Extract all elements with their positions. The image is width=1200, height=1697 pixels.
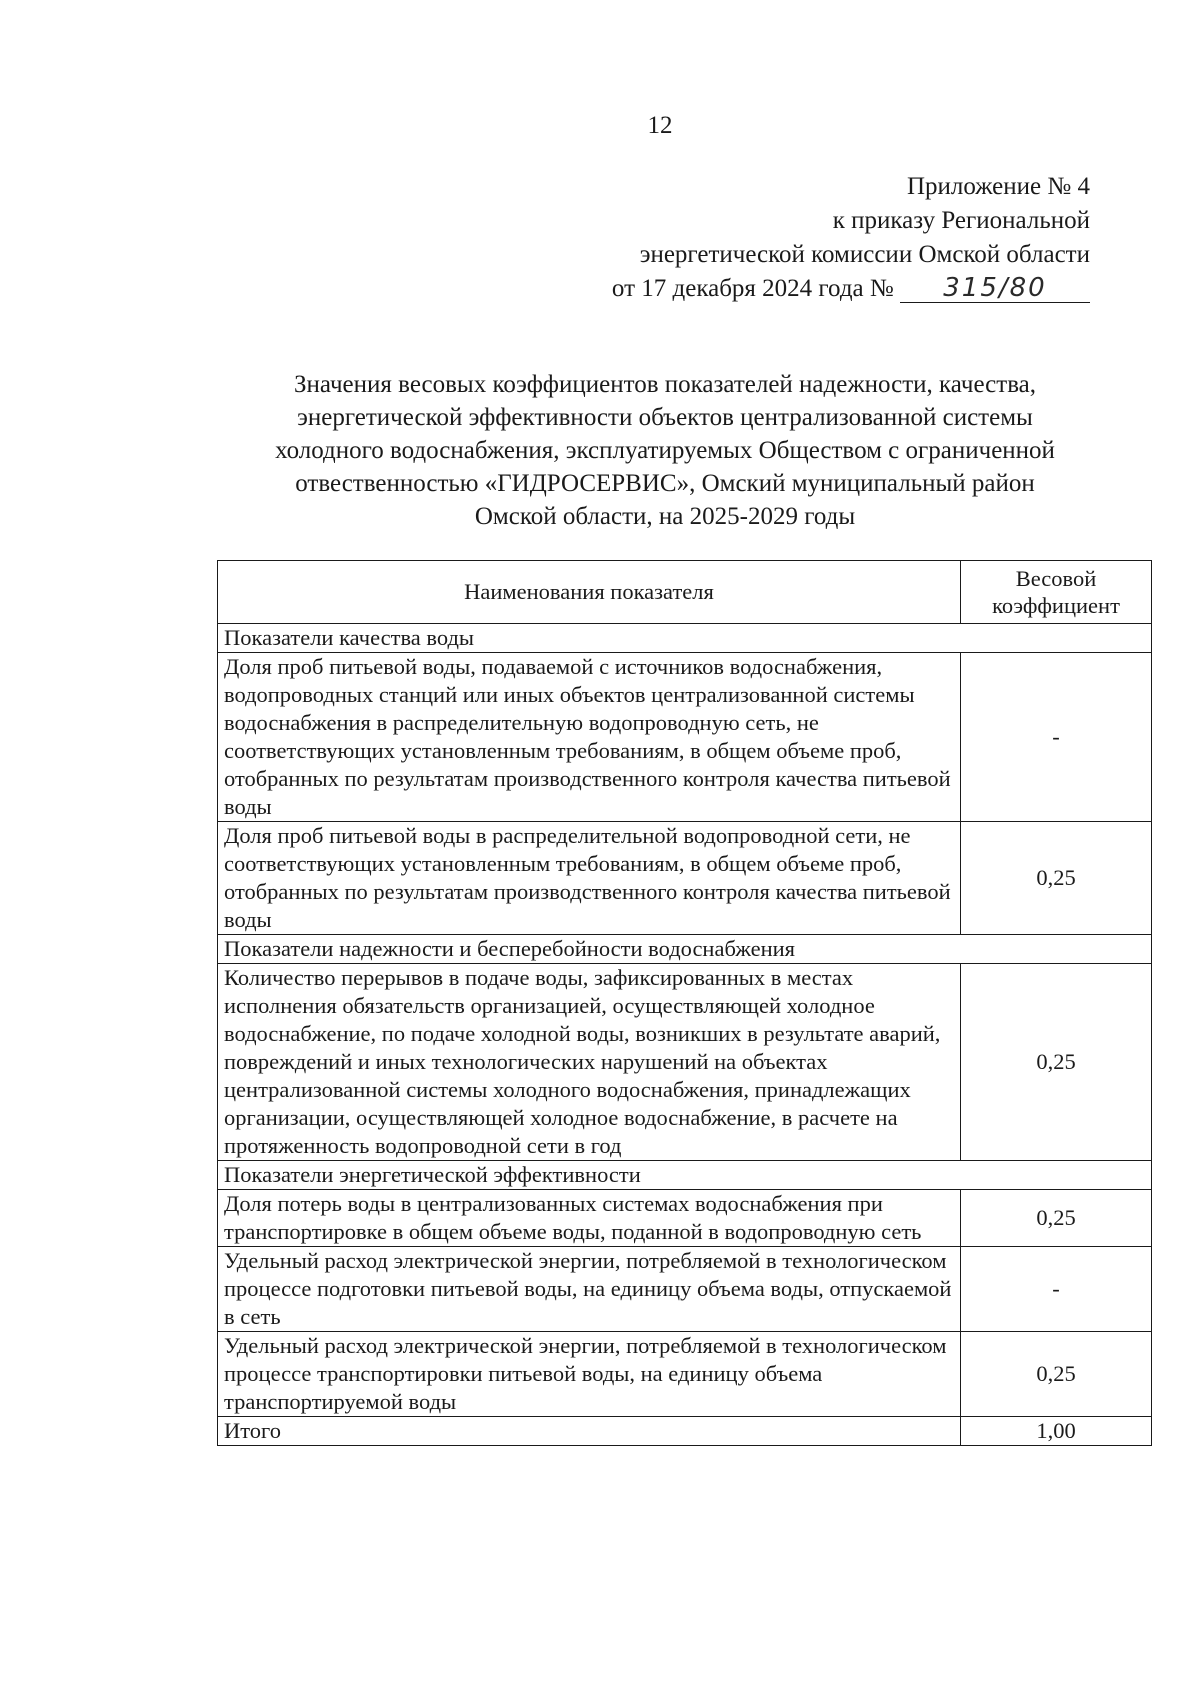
table-header-row bbox=[218, 561, 1152, 624]
title-line: Омской области, на 2025-2029 годы bbox=[474, 503, 856, 530]
appendix-commission: энергетической комиссии Омской области bbox=[639, 241, 1090, 268]
indicator-weight: 0,25 bbox=[961, 1190, 1152, 1247]
page-number: 12 bbox=[647, 112, 673, 139]
indicator-weight: 0,25 bbox=[961, 964, 1152, 1161]
title-line: энергетической эффективности объектов централизованной системы bbox=[297, 404, 1033, 431]
appendix-title: Приложение № 4 bbox=[906, 173, 1090, 200]
section-title: Показатели энергетической эффективности bbox=[218, 1161, 1152, 1190]
indicator-weight: - bbox=[961, 1247, 1152, 1332]
title-line: холодного водоснабжения, эксплуатируемых Обществом с ограниченной bbox=[275, 437, 1055, 464]
section-title: Показатели надежности и бесперебойности водоснабжения bbox=[218, 935, 1152, 964]
table-row bbox=[218, 653, 1152, 822]
section-row-efficiency bbox=[218, 1161, 1152, 1190]
header-indicator-name: Наименования показателя bbox=[218, 561, 961, 624]
total-label: Итого bbox=[218, 1417, 961, 1446]
indicator-name: Доля проб питьевой воды в распределительной водопроводной сети, не соответствующих установленным требованиям, в общем объеме проб, отобранных по результатам производственного контроля качества питьевой воды bbox=[218, 822, 961, 935]
header-weight bbox=[961, 561, 1152, 624]
indicator-name: Количество перерывов в подаче воды, зафиксированных в местах исполнения обязательств организацией, осуществляющей холодное водоснабжение, по подаче холодной воды, возникших в результате аварий, повреждений и иных технологических нарушений на объектах централизованной системы холодного водоснабжения, принадлежащих организации, осуществляющей холодное водоснабжение, в расчете на протяженность водопроводной сети в год bbox=[218, 964, 961, 1161]
indicator-name: Доля потерь воды в централизованных системах водоснабжения при транспортировке в общем объеме воды, поданной в водопроводную сеть bbox=[218, 1190, 961, 1247]
indicator-name: Доля проб питьевой воды, подаваемой с источников водоснабжения, водопроводных станций или иных объектов централизованной системы водоснабжения в распределительную водопроводную сеть, не соответствующих установленным требованиям, в общем объеме проб, отобранных по результатам производственного контроля качества питьевой воды bbox=[218, 653, 961, 822]
table-row bbox=[218, 1247, 1152, 1332]
total-value: 1,00 bbox=[961, 1417, 1152, 1446]
order-date-line bbox=[612, 272, 1090, 306]
header-weight-line1: Весовой bbox=[1015, 566, 1097, 591]
table-row bbox=[218, 822, 1152, 935]
title-line: отвественностью «ГИДРОСЕРВИС», Омский муниципальный район bbox=[295, 470, 1035, 497]
section-row-reliability bbox=[218, 935, 1152, 964]
table-row bbox=[218, 1332, 1152, 1417]
appendix-header bbox=[612, 170, 1090, 306]
indicator-name: Удельный расход электрической энергии, потребляемой в технологическом процессе транспортировки питьевой воды, на единицу объема транспортируемой воды bbox=[218, 1332, 961, 1417]
indicator-weight: 0,25 bbox=[961, 1332, 1152, 1417]
order-date: от 17 декабря 2024 года № bbox=[611, 275, 894, 302]
indicators-table bbox=[217, 560, 1152, 1446]
section-row-quality bbox=[218, 624, 1152, 653]
document-title bbox=[200, 368, 1130, 533]
indicator-weight: - bbox=[961, 653, 1152, 822]
title-line: Значения весовых коэффициентов показателей надежности, качества, bbox=[293, 371, 1037, 398]
section-title: Показатели качества воды bbox=[218, 624, 1152, 653]
indicator-weight: 0,25 bbox=[961, 822, 1152, 935]
table-row bbox=[218, 1190, 1152, 1247]
order-number-handwritten: 315/80 bbox=[900, 274, 1090, 303]
header-weight-line2: коэффициент bbox=[992, 593, 1120, 618]
total-row bbox=[218, 1417, 1152, 1446]
table-row bbox=[218, 964, 1152, 1161]
indicator-name: Удельный расход электрической энергии, потребляемой в технологическом процессе подготовки питьевой воды, на единицу объема воды, отпускаемой в сеть bbox=[218, 1247, 961, 1332]
appendix-order-ref: к приказу Региональной bbox=[832, 207, 1090, 234]
